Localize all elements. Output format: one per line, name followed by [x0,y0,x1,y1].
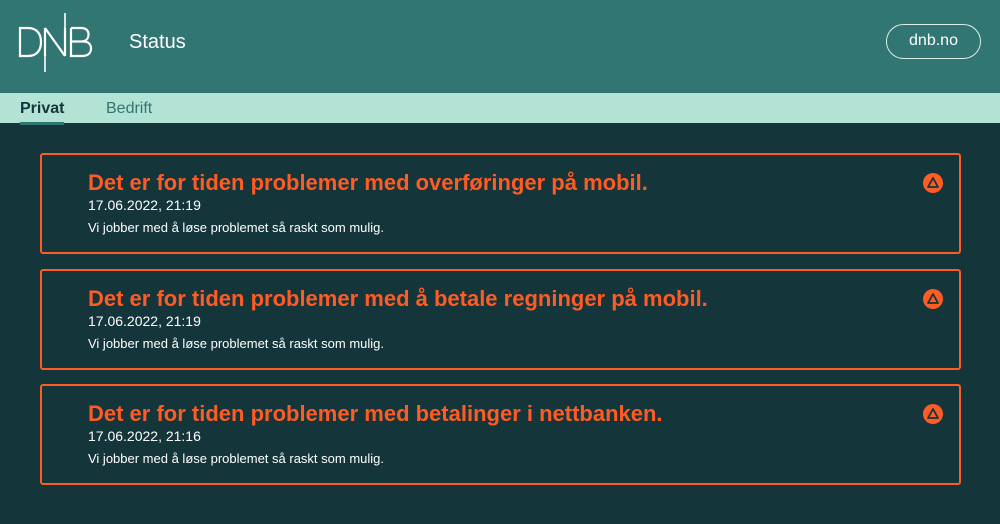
warning-triangle-icon [923,289,943,309]
warning-triangle-icon [923,173,943,193]
tab-bar [0,93,1000,123]
notice-card [40,384,961,485]
notice-timestamp: 17.06.2022, 21:19 [88,197,201,213]
notice-message: Vi jobber med å løse problemet så raskt som mulig. [88,451,384,466]
site-header [0,0,1000,93]
warning-triangle-icon [923,404,943,424]
page-title: Status [129,31,186,53]
dnb-link-button[interactable]: dnb.no [886,24,981,59]
notice-title: Det er for tiden problemer med å betale regninger på mobil. [88,286,708,311]
notice-card [40,153,961,254]
notice-title: Det er for tiden problemer med overføringer på mobil. [88,170,648,195]
tab-privat[interactable]: Privat [20,100,65,117]
tab-bedrift[interactable]: Bedrift [106,100,153,117]
notice-title: Det er for tiden problemer med betalinger i nettbanken. [88,401,663,426]
notice-message: Vi jobber med å løse problemet så raskt som mulig. [88,220,384,235]
dnb-logo[interactable] [18,13,94,73]
notice-timestamp: 17.06.2022, 21:16 [88,428,201,444]
notice-message: Vi jobber med å løse problemet så raskt som mulig. [88,336,384,351]
notice-card [40,269,961,370]
notice-timestamp: 17.06.2022, 21:19 [88,313,201,329]
